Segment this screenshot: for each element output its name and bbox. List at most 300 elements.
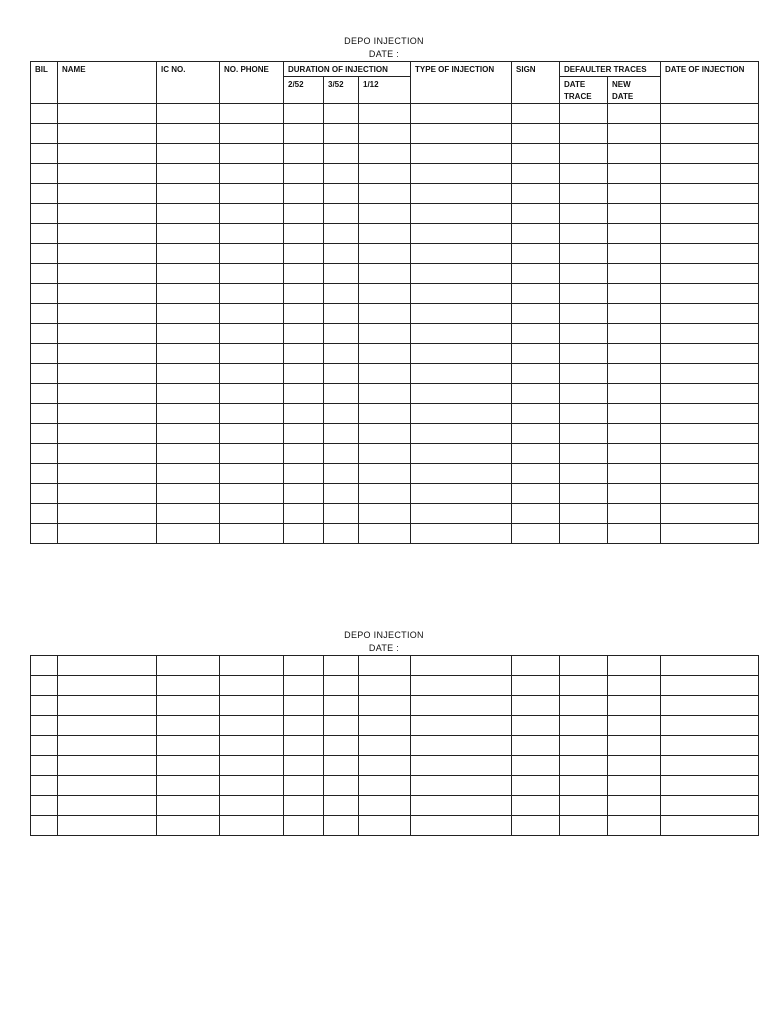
cell-new-date[interactable]: [608, 816, 661, 836]
cell-dur-3-52[interactable]: [324, 776, 359, 796]
cell-dur-3-52[interactable]: [324, 656, 359, 676]
cell-sign[interactable]: [512, 464, 560, 484]
cell-name[interactable]: [58, 124, 157, 144]
cell-dur-1-12[interactable]: [359, 144, 411, 164]
cell-name[interactable]: [58, 816, 157, 836]
cell-new-date[interactable]: [608, 484, 661, 504]
cell-name[interactable]: [58, 344, 157, 364]
cell-date-trace[interactable]: [560, 124, 608, 144]
cell-dur-2-52[interactable]: [284, 204, 324, 224]
cell-no-phone[interactable]: [220, 184, 284, 204]
cell-dur-1-12[interactable]: [359, 384, 411, 404]
cell-sign[interactable]: [512, 424, 560, 444]
cell-name[interactable]: [58, 424, 157, 444]
cell-date-trace[interactable]: [560, 676, 608, 696]
cell-sign[interactable]: [512, 144, 560, 164]
cell-bil[interactable]: [31, 656, 58, 676]
cell-date-of-injection[interactable]: [661, 324, 759, 344]
cell-type-of-injection[interactable]: [411, 816, 512, 836]
cell-date-of-injection[interactable]: [661, 676, 759, 696]
cell-type-of-injection[interactable]: [411, 344, 512, 364]
cell-ic-no[interactable]: [157, 104, 220, 124]
cell-dur-2-52[interactable]: [284, 424, 324, 444]
cell-new-date[interactable]: [608, 184, 661, 204]
cell-date-trace[interactable]: [560, 104, 608, 124]
cell-ic-no[interactable]: [157, 656, 220, 676]
cell-name[interactable]: [58, 656, 157, 676]
cell-dur-2-52[interactable]: [284, 796, 324, 816]
cell-new-date[interactable]: [608, 716, 661, 736]
cell-dur-3-52[interactable]: [324, 424, 359, 444]
cell-date-of-injection[interactable]: [661, 504, 759, 524]
cell-dur-2-52[interactable]: [284, 144, 324, 164]
cell-dur-2-52[interactable]: [284, 244, 324, 264]
cell-ic-no[interactable]: [157, 796, 220, 816]
cell-new-date[interactable]: [608, 324, 661, 344]
cell-sign[interactable]: [512, 524, 560, 544]
cell-dur-2-52[interactable]: [284, 164, 324, 184]
cell-name[interactable]: [58, 504, 157, 524]
cell-date-of-injection[interactable]: [661, 756, 759, 776]
cell-dur-2-52[interactable]: [284, 696, 324, 716]
cell-sign[interactable]: [512, 756, 560, 776]
cell-date-of-injection[interactable]: [661, 444, 759, 464]
cell-bil[interactable]: [31, 244, 58, 264]
cell-ic-no[interactable]: [157, 224, 220, 244]
cell-ic-no[interactable]: [157, 384, 220, 404]
cell-dur-3-52[interactable]: [324, 464, 359, 484]
cell-name[interactable]: [58, 444, 157, 464]
cell-new-date[interactable]: [608, 504, 661, 524]
cell-date-of-injection[interactable]: [661, 344, 759, 364]
cell-new-date[interactable]: [608, 224, 661, 244]
cell-dur-3-52[interactable]: [324, 344, 359, 364]
cell-no-phone[interactable]: [220, 444, 284, 464]
cell-new-date[interactable]: [608, 164, 661, 184]
cell-dur-3-52[interactable]: [324, 796, 359, 816]
cell-dur-1-12[interactable]: [359, 716, 411, 736]
cell-name[interactable]: [58, 776, 157, 796]
cell-no-phone[interactable]: [220, 324, 284, 344]
cell-sign[interactable]: [512, 284, 560, 304]
cell-sign[interactable]: [512, 656, 560, 676]
cell-date-trace[interactable]: [560, 424, 608, 444]
cell-date-of-injection[interactable]: [661, 424, 759, 444]
cell-date-of-injection[interactable]: [661, 796, 759, 816]
cell-new-date[interactable]: [608, 344, 661, 364]
cell-type-of-injection[interactable]: [411, 424, 512, 444]
cell-date-of-injection[interactable]: [661, 264, 759, 284]
cell-dur-3-52[interactable]: [324, 284, 359, 304]
cell-sign[interactable]: [512, 224, 560, 244]
cell-new-date[interactable]: [608, 384, 661, 404]
cell-dur-3-52[interactable]: [324, 756, 359, 776]
cell-no-phone[interactable]: [220, 796, 284, 816]
cell-dur-2-52[interactable]: [284, 816, 324, 836]
cell-dur-3-52[interactable]: [324, 204, 359, 224]
cell-name[interactable]: [58, 324, 157, 344]
cell-dur-2-52[interactable]: [284, 716, 324, 736]
cell-date-of-injection[interactable]: [661, 164, 759, 184]
cell-date-of-injection[interactable]: [661, 404, 759, 424]
cell-bil[interactable]: [31, 676, 58, 696]
cell-no-phone[interactable]: [220, 244, 284, 264]
cell-no-phone[interactable]: [220, 504, 284, 524]
cell-name[interactable]: [58, 696, 157, 716]
cell-dur-2-52[interactable]: [284, 484, 324, 504]
cell-type-of-injection[interactable]: [411, 184, 512, 204]
cell-dur-2-52[interactable]: [284, 464, 324, 484]
cell-type-of-injection[interactable]: [411, 224, 512, 244]
cell-type-of-injection[interactable]: [411, 696, 512, 716]
cell-date-of-injection[interactable]: [661, 184, 759, 204]
cell-sign[interactable]: [512, 796, 560, 816]
cell-new-date[interactable]: [608, 464, 661, 484]
cell-dur-1-12[interactable]: [359, 364, 411, 384]
cell-dur-1-12[interactable]: [359, 464, 411, 484]
cell-date-of-injection[interactable]: [661, 364, 759, 384]
cell-name[interactable]: [58, 464, 157, 484]
cell-dur-2-52[interactable]: [284, 304, 324, 324]
cell-dur-2-52[interactable]: [284, 504, 324, 524]
cell-date-trace[interactable]: [560, 796, 608, 816]
cell-bil[interactable]: [31, 484, 58, 504]
cell-new-date[interactable]: [608, 696, 661, 716]
cell-date-of-injection[interactable]: [661, 244, 759, 264]
cell-ic-no[interactable]: [157, 144, 220, 164]
cell-date-trace[interactable]: [560, 264, 608, 284]
cell-ic-no[interactable]: [157, 816, 220, 836]
cell-name[interactable]: [58, 364, 157, 384]
cell-dur-2-52[interactable]: [284, 124, 324, 144]
cell-new-date[interactable]: [608, 264, 661, 284]
cell-type-of-injection[interactable]: [411, 716, 512, 736]
cell-sign[interactable]: [512, 324, 560, 344]
cell-dur-3-52[interactable]: [324, 184, 359, 204]
cell-new-date[interactable]: [608, 424, 661, 444]
cell-name[interactable]: [58, 304, 157, 324]
cell-no-phone[interactable]: [220, 816, 284, 836]
cell-new-date[interactable]: [608, 776, 661, 796]
cell-type-of-injection[interactable]: [411, 164, 512, 184]
cell-bil[interactable]: [31, 796, 58, 816]
cell-new-date[interactable]: [608, 736, 661, 756]
cell-no-phone[interactable]: [220, 676, 284, 696]
cell-date-trace[interactable]: [560, 444, 608, 464]
cell-date-trace[interactable]: [560, 756, 608, 776]
cell-ic-no[interactable]: [157, 504, 220, 524]
cell-no-phone[interactable]: [220, 364, 284, 384]
cell-bil[interactable]: [31, 264, 58, 284]
cell-type-of-injection[interactable]: [411, 404, 512, 424]
cell-no-phone[interactable]: [220, 736, 284, 756]
cell-no-phone[interactable]: [220, 524, 284, 544]
cell-dur-2-52[interactable]: [284, 364, 324, 384]
cell-dur-1-12[interactable]: [359, 244, 411, 264]
cell-no-phone[interactable]: [220, 464, 284, 484]
cell-date-trace[interactable]: [560, 224, 608, 244]
cell-date-trace[interactable]: [560, 776, 608, 796]
cell-date-of-injection[interactable]: [661, 384, 759, 404]
cell-name[interactable]: [58, 204, 157, 224]
cell-sign[interactable]: [512, 344, 560, 364]
cell-sign[interactable]: [512, 304, 560, 324]
cell-date-trace[interactable]: [560, 304, 608, 324]
cell-sign[interactable]: [512, 404, 560, 424]
cell-dur-2-52[interactable]: [284, 264, 324, 284]
cell-sign[interactable]: [512, 776, 560, 796]
cell-date-trace[interactable]: [560, 284, 608, 304]
cell-new-date[interactable]: [608, 756, 661, 776]
cell-bil[interactable]: [31, 144, 58, 164]
cell-new-date[interactable]: [608, 124, 661, 144]
cell-dur-1-12[interactable]: [359, 776, 411, 796]
cell-dur-3-52[interactable]: [324, 304, 359, 324]
cell-no-phone[interactable]: [220, 144, 284, 164]
cell-no-phone[interactable]: [220, 776, 284, 796]
cell-date-of-injection[interactable]: [661, 776, 759, 796]
cell-ic-no[interactable]: [157, 776, 220, 796]
cell-name[interactable]: [58, 736, 157, 756]
cell-type-of-injection[interactable]: [411, 304, 512, 324]
cell-dur-1-12[interactable]: [359, 204, 411, 224]
cell-sign[interactable]: [512, 264, 560, 284]
cell-new-date[interactable]: [608, 364, 661, 384]
cell-dur-1-12[interactable]: [359, 344, 411, 364]
cell-ic-no[interactable]: [157, 444, 220, 464]
cell-ic-no[interactable]: [157, 124, 220, 144]
cell-ic-no[interactable]: [157, 756, 220, 776]
cell-date-trace[interactable]: [560, 716, 608, 736]
cell-bil[interactable]: [31, 504, 58, 524]
cell-date-of-injection[interactable]: [661, 696, 759, 716]
cell-ic-no[interactable]: [157, 404, 220, 424]
cell-date-of-injection[interactable]: [661, 204, 759, 224]
cell-name[interactable]: [58, 104, 157, 124]
cell-type-of-injection[interactable]: [411, 676, 512, 696]
cell-name[interactable]: [58, 144, 157, 164]
cell-type-of-injection[interactable]: [411, 656, 512, 676]
cell-date-trace[interactable]: [560, 816, 608, 836]
cell-type-of-injection[interactable]: [411, 736, 512, 756]
cell-dur-1-12[interactable]: [359, 756, 411, 776]
cell-type-of-injection[interactable]: [411, 384, 512, 404]
cell-bil[interactable]: [31, 324, 58, 344]
cell-bil[interactable]: [31, 164, 58, 184]
cell-date-trace[interactable]: [560, 364, 608, 384]
cell-type-of-injection[interactable]: [411, 104, 512, 124]
cell-no-phone[interactable]: [220, 424, 284, 444]
cell-dur-3-52[interactable]: [324, 484, 359, 504]
cell-new-date[interactable]: [608, 404, 661, 424]
cell-date-of-injection[interactable]: [661, 284, 759, 304]
cell-date-of-injection[interactable]: [661, 304, 759, 324]
cell-date-of-injection[interactable]: [661, 524, 759, 544]
cell-dur-1-12[interactable]: [359, 524, 411, 544]
cell-date-trace[interactable]: [560, 524, 608, 544]
cell-date-trace[interactable]: [560, 144, 608, 164]
cell-dur-1-12[interactable]: [359, 444, 411, 464]
cell-date-of-injection[interactable]: [661, 736, 759, 756]
cell-dur-2-52[interactable]: [284, 324, 324, 344]
cell-type-of-injection[interactable]: [411, 776, 512, 796]
cell-type-of-injection[interactable]: [411, 444, 512, 464]
cell-bil[interactable]: [31, 736, 58, 756]
cell-date-trace[interactable]: [560, 184, 608, 204]
cell-no-phone[interactable]: [220, 224, 284, 244]
cell-name[interactable]: [58, 796, 157, 816]
cell-new-date[interactable]: [608, 676, 661, 696]
cell-no-phone[interactable]: [220, 484, 284, 504]
cell-ic-no[interactable]: [157, 264, 220, 284]
cell-dur-2-52[interactable]: [284, 384, 324, 404]
cell-dur-3-52[interactable]: [324, 224, 359, 244]
cell-no-phone[interactable]: [220, 404, 284, 424]
cell-type-of-injection[interactable]: [411, 144, 512, 164]
cell-new-date[interactable]: [608, 524, 661, 544]
cell-type-of-injection[interactable]: [411, 264, 512, 284]
cell-no-phone[interactable]: [220, 104, 284, 124]
cell-type-of-injection[interactable]: [411, 756, 512, 776]
cell-new-date[interactable]: [608, 444, 661, 464]
cell-sign[interactable]: [512, 484, 560, 504]
cell-no-phone[interactable]: [220, 696, 284, 716]
cell-dur-1-12[interactable]: [359, 816, 411, 836]
cell-ic-no[interactable]: [157, 164, 220, 184]
cell-new-date[interactable]: [608, 244, 661, 264]
cell-type-of-injection[interactable]: [411, 796, 512, 816]
cell-dur-1-12[interactable]: [359, 164, 411, 184]
cell-date-of-injection[interactable]: [661, 716, 759, 736]
cell-new-date[interactable]: [608, 796, 661, 816]
cell-dur-1-12[interactable]: [359, 304, 411, 324]
cell-dur-3-52[interactable]: [324, 736, 359, 756]
cell-ic-no[interactable]: [157, 204, 220, 224]
cell-ic-no[interactable]: [157, 364, 220, 384]
cell-no-phone[interactable]: [220, 304, 284, 324]
cell-bil[interactable]: [31, 716, 58, 736]
cell-bil[interactable]: [31, 104, 58, 124]
cell-bil[interactable]: [31, 776, 58, 796]
cell-no-phone[interactable]: [220, 344, 284, 364]
cell-ic-no[interactable]: [157, 324, 220, 344]
cell-dur-3-52[interactable]: [324, 716, 359, 736]
cell-date-trace[interactable]: [560, 404, 608, 424]
cell-sign[interactable]: [512, 184, 560, 204]
cell-name[interactable]: [58, 224, 157, 244]
cell-type-of-injection[interactable]: [411, 364, 512, 384]
cell-dur-1-12[interactable]: [359, 224, 411, 244]
cell-dur-3-52[interactable]: [324, 244, 359, 264]
cell-date-trace[interactable]: [560, 344, 608, 364]
cell-dur-3-52[interactable]: [324, 404, 359, 424]
cell-date-trace[interactable]: [560, 384, 608, 404]
cell-bil[interactable]: [31, 464, 58, 484]
cell-no-phone[interactable]: [220, 164, 284, 184]
cell-bil[interactable]: [31, 816, 58, 836]
cell-dur-1-12[interactable]: [359, 104, 411, 124]
cell-sign[interactable]: [512, 816, 560, 836]
cell-dur-2-52[interactable]: [284, 184, 324, 204]
cell-name[interactable]: [58, 756, 157, 776]
cell-no-phone[interactable]: [220, 384, 284, 404]
cell-dur-1-12[interactable]: [359, 696, 411, 716]
cell-new-date[interactable]: [608, 656, 661, 676]
cell-name[interactable]: [58, 716, 157, 736]
cell-dur-3-52[interactable]: [324, 324, 359, 344]
cell-date-trace[interactable]: [560, 504, 608, 524]
cell-ic-no[interactable]: [157, 524, 220, 544]
cell-name[interactable]: [58, 384, 157, 404]
cell-type-of-injection[interactable]: [411, 284, 512, 304]
cell-dur-3-52[interactable]: [324, 164, 359, 184]
cell-bil[interactable]: [31, 284, 58, 304]
cell-type-of-injection[interactable]: [411, 504, 512, 524]
cell-type-of-injection[interactable]: [411, 324, 512, 344]
cell-date-of-injection[interactable]: [661, 656, 759, 676]
cell-bil[interactable]: [31, 524, 58, 544]
cell-dur-2-52[interactable]: [284, 284, 324, 304]
cell-sign[interactable]: [512, 244, 560, 264]
cell-new-date[interactable]: [608, 304, 661, 324]
cell-no-phone[interactable]: [220, 204, 284, 224]
cell-dur-1-12[interactable]: [359, 264, 411, 284]
cell-ic-no[interactable]: [157, 184, 220, 204]
cell-ic-no[interactable]: [157, 424, 220, 444]
cell-ic-no[interactable]: [157, 284, 220, 304]
cell-date-of-injection[interactable]: [661, 464, 759, 484]
cell-dur-2-52[interactable]: [284, 676, 324, 696]
cell-dur-2-52[interactable]: [284, 104, 324, 124]
cell-type-of-injection[interactable]: [411, 204, 512, 224]
cell-sign[interactable]: [512, 504, 560, 524]
cell-no-phone[interactable]: [220, 716, 284, 736]
cell-dur-2-52[interactable]: [284, 656, 324, 676]
cell-date-trace[interactable]: [560, 464, 608, 484]
cell-name[interactable]: [58, 524, 157, 544]
cell-bil[interactable]: [31, 696, 58, 716]
cell-new-date[interactable]: [608, 104, 661, 124]
cell-date-trace[interactable]: [560, 696, 608, 716]
cell-type-of-injection[interactable]: [411, 524, 512, 544]
cell-dur-1-12[interactable]: [359, 484, 411, 504]
cell-date-of-injection[interactable]: [661, 816, 759, 836]
cell-sign[interactable]: [512, 696, 560, 716]
cell-dur-1-12[interactable]: [359, 504, 411, 524]
cell-type-of-injection[interactable]: [411, 464, 512, 484]
cell-dur-1-12[interactable]: [359, 796, 411, 816]
cell-sign[interactable]: [512, 104, 560, 124]
cell-name[interactable]: [58, 184, 157, 204]
cell-dur-3-52[interactable]: [324, 696, 359, 716]
cell-date-trace[interactable]: [560, 244, 608, 264]
cell-ic-no[interactable]: [157, 344, 220, 364]
cell-no-phone[interactable]: [220, 756, 284, 776]
cell-dur-3-52[interactable]: [324, 144, 359, 164]
cell-dur-2-52[interactable]: [284, 736, 324, 756]
cell-sign[interactable]: [512, 716, 560, 736]
cell-sign[interactable]: [512, 204, 560, 224]
cell-name[interactable]: [58, 164, 157, 184]
cell-no-phone[interactable]: [220, 124, 284, 144]
cell-ic-no[interactable]: [157, 696, 220, 716]
cell-date-trace[interactable]: [560, 164, 608, 184]
cell-name[interactable]: [58, 404, 157, 424]
cell-bil[interactable]: [31, 224, 58, 244]
cell-date-trace[interactable]: [560, 484, 608, 504]
cell-date-of-injection[interactable]: [661, 104, 759, 124]
cell-bil[interactable]: [31, 404, 58, 424]
